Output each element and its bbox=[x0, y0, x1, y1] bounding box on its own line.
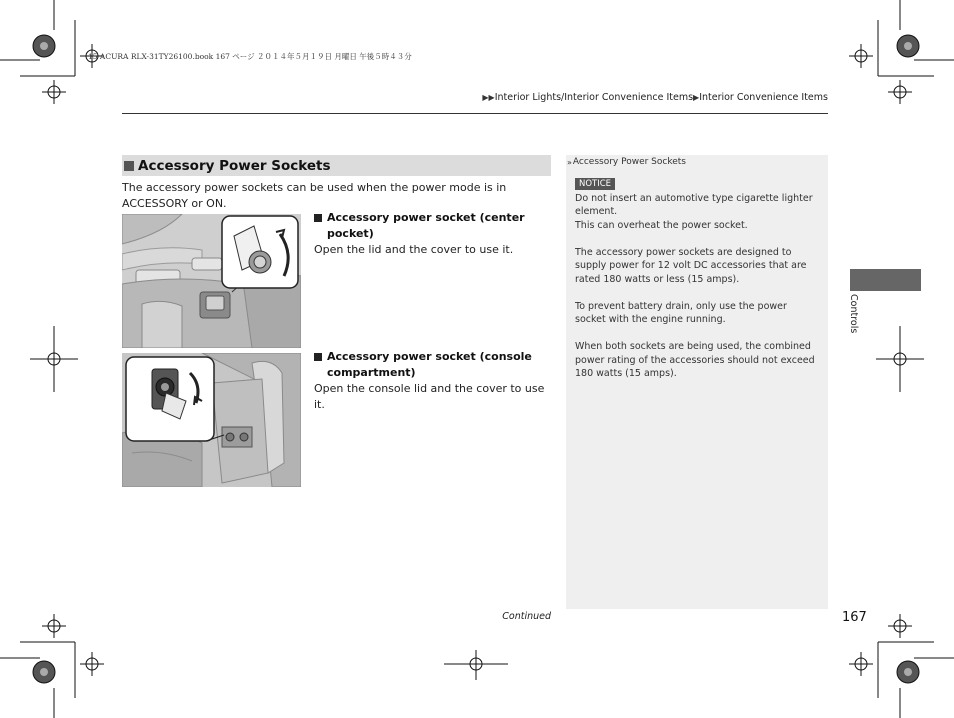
print-info-line: 15 ACURA RLX-31TY26100.book 167 ページ ２０１４年５月１９日 月曜日 午後５時４３分 bbox=[88, 52, 412, 61]
notice-text-2: This can overheat the power socket. bbox=[575, 219, 748, 231]
breadcrumb-separator: ▶ bbox=[693, 93, 700, 102]
sidebar-paragraph-battery: To prevent battery drain, only use the power socket with the engine running. bbox=[575, 300, 787, 325]
section-square-icon bbox=[124, 161, 134, 171]
item-center-pocket bbox=[314, 210, 554, 258]
square-bullet-icon bbox=[314, 214, 322, 222]
notice-text-1: Do not insert an automotive type cigarette lighter element. bbox=[575, 192, 813, 217]
center-pocket-drawing bbox=[122, 214, 301, 348]
console-compartment-drawing bbox=[122, 353, 301, 487]
breadcrumb-arrows: ▶▶ bbox=[482, 93, 495, 102]
item-center-pocket-body: Open the lid and the cover to use it. bbox=[314, 243, 514, 256]
breadcrumb-link-interior-lights[interactable]: Interior Lights/Interior Convenience Items bbox=[494, 92, 694, 103]
breadcrumb-link-convenience-items[interactable]: Interior Convenience Items bbox=[699, 92, 828, 103]
item-console-compartment-title: Accessory power socket (console compartment) bbox=[327, 350, 532, 379]
center-pocket-illustration bbox=[122, 214, 301, 348]
breadcrumb bbox=[482, 92, 828, 103]
item-console-compartment bbox=[314, 349, 554, 413]
item-console-compartment-body: Open the console lid and the cover to use it. bbox=[314, 382, 545, 411]
section-intro: The accessory power sockets can be used when the power mode is in ACCESSORY or ON. bbox=[122, 181, 507, 210]
sidebar-title bbox=[567, 156, 818, 170]
square-bullet-icon bbox=[314, 353, 322, 361]
sidebar-notes bbox=[566, 155, 828, 609]
section-heading-bar bbox=[122, 155, 551, 176]
sidebar-paragraph-rating: The accessory power sockets are designed to supply power for 12 volt DC accessories that are rated 180 watts or less (15 amps). bbox=[575, 246, 807, 285]
section-title: Accessory Power Sockets bbox=[138, 157, 331, 174]
header-rule bbox=[122, 113, 828, 114]
chapter-tab[interactable] bbox=[850, 269, 921, 291]
continued-label: Continued bbox=[502, 611, 551, 622]
page-number: 167 bbox=[842, 610, 867, 625]
sidebar-paragraph-combined: When both sockets are being used, the combined power rating of the accessories should not exceed 180 watts (15 amps). bbox=[575, 341, 815, 379]
notice-badge: NOTICE bbox=[575, 178, 615, 190]
sidebar-title-text: Accessory Power Sockets bbox=[572, 157, 686, 167]
double-chevron-icon: » bbox=[567, 158, 572, 167]
console-compartment-illustration bbox=[122, 353, 301, 487]
item-console-compartment-heading bbox=[314, 349, 554, 381]
item-center-pocket-title: Accessory power socket (center pocket) bbox=[327, 211, 525, 240]
chapter-tab-label: Controls bbox=[848, 294, 859, 334]
item-center-pocket-heading bbox=[314, 210, 554, 242]
